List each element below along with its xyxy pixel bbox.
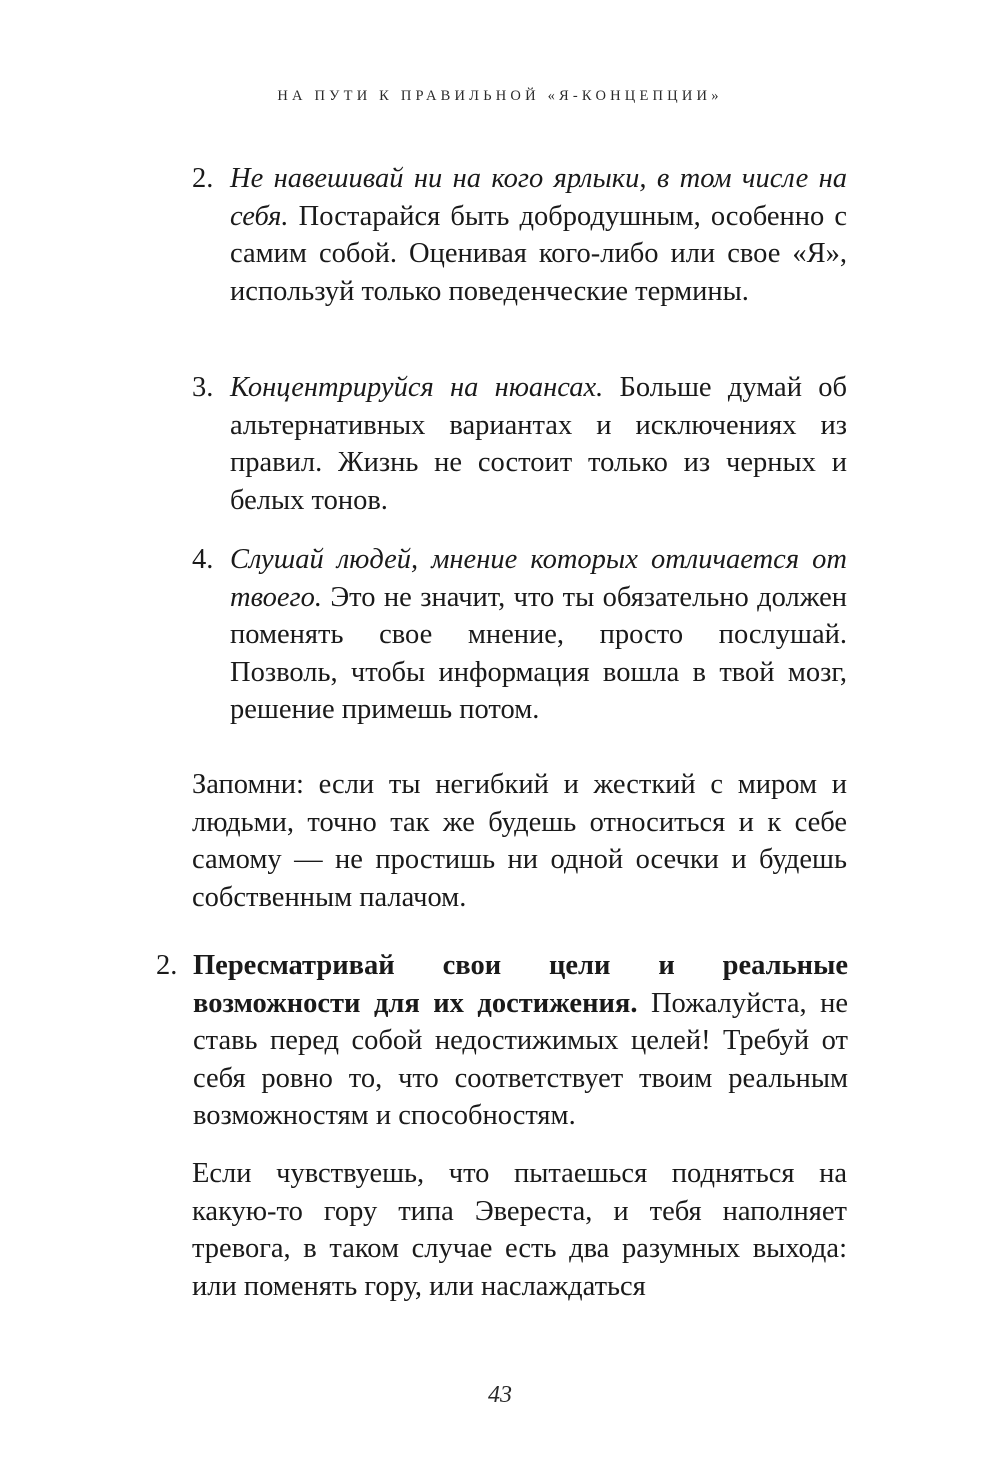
list-item <box>192 160 847 310</box>
list-item-body: Больше думай об альтернативных вариантах и исключениях из правил. Жизнь не состоит только из черных и белых тонов. <box>230 372 847 516</box>
list-item-body: Постарайся быть добродушным, особенно с самим собой. Оценивая кого-либо или свое «Я», используй только поведенческие термины. <box>230 200 847 307</box>
list-item <box>192 369 847 519</box>
list-item <box>192 541 847 729</box>
list-item-number: 3. <box>192 372 214 403</box>
list-item-lead: Слушай людей, мнение которых отличается от твоего. <box>230 544 847 613</box>
main-list-item <box>156 947 848 1135</box>
list-item-body: Это не значит, что ты обязательно должен поменять свое мнение, просто послушай. Позволь, чтобы информация вошла в твой мозг, решение примешь потом. <box>230 581 847 725</box>
closing-paragraph: Если чувствуешь, что пытаешься подняться на какую-то гору типа Эвереста, и тебя наполняет тревога, в таком случае есть два разумных выхода: или поменять гору, или наслаждаться <box>192 1158 847 1302</box>
list-item-text <box>230 541 847 729</box>
list-item-lead: Концентрируйся на нюансах. <box>230 372 604 403</box>
list-item-lead: Не навешивай ни на кого ярлыки, в том числе на себя. <box>230 163 847 232</box>
list-item-number: 4. <box>192 544 214 575</box>
page-number: 43 <box>488 1382 512 1408</box>
list-item-text <box>230 160 847 310</box>
main-list-item-text <box>193 947 848 1135</box>
main-list-item-lead: Пересматривай свои цели и реальные возможности для их достижения. <box>193 950 848 1019</box>
list-item-number: 2. <box>192 163 214 194</box>
main-list-item-number: 2. <box>156 950 178 981</box>
running-header: НА ПУТИ К ПРАВИЛЬНОЙ «Я-КОНЦЕПЦИИ» <box>277 88 723 104</box>
list-item-text <box>230 369 847 519</box>
remember-paragraph: Запомни: если ты негибкий и жесткий с миром и людьми, точно так же будешь относиться и к себе самому — не простишь ни одной осечки и будешь собственным палачом. <box>192 769 847 913</box>
main-list-item-body: Пожалуйста, не ставь перед собой недостижимых целей! Требуй от себя ровно то, что соответствует твоим реальным возможностям и способностям. <box>193 987 848 1131</box>
